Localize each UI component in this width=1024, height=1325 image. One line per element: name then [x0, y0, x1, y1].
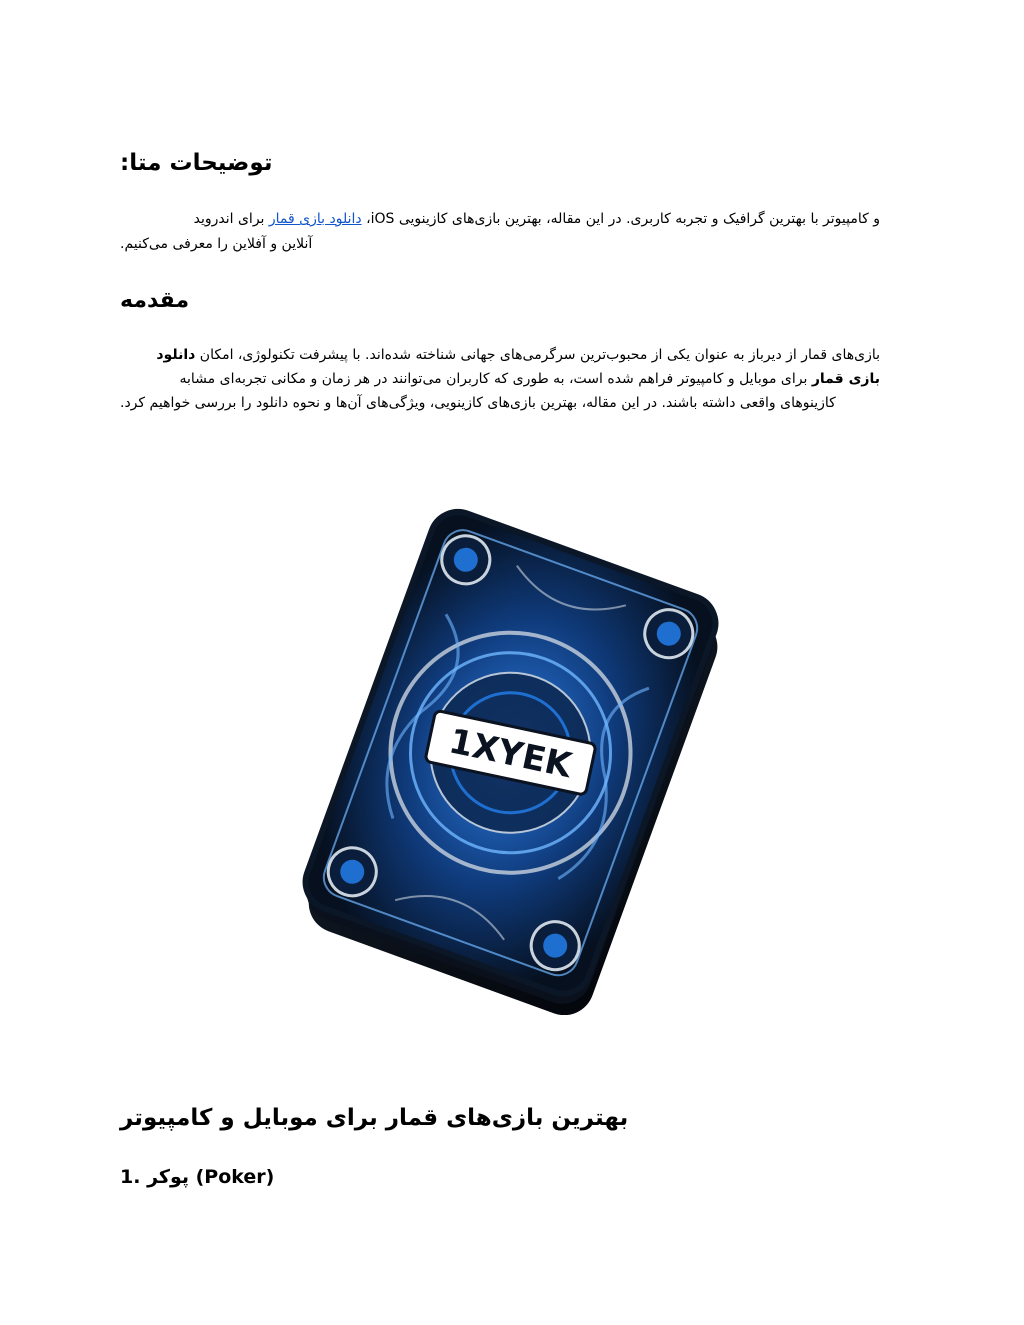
intro-paragraph [120, 343, 880, 415]
intro-line-1-bold: دانلود [156, 347, 196, 363]
meta-line-2: آنلاین و آفلاین را معرفی می‌کنیم. [120, 236, 313, 252]
intro-line-1-text: بازی‌های قمار از دیرباز به عنوان یکی از محبوب‌ترین سرگرمی‌های جهانی شناخته شده‌اند. با پیشرفت تکنولوژی، امکان [195, 347, 880, 363]
meta-description-heading: توضیحات متا: [120, 150, 273, 176]
intro-line-3: کازینوهای واقعی داشته باشند. در این مقاله، بهترین بازی‌های کازینویی، ویژگی‌های آن‌ها و نحوه دانلود را بررسی خواهیم کرد. [120, 395, 836, 411]
download-gambling-game-link[interactable]: دانلود بازی قمار [268, 211, 362, 227]
item-name-fa: پوکر [147, 1166, 189, 1188]
document-page [120, 0, 880, 1325]
intro-line-2-bold: بازی قمار [811, 371, 880, 387]
poker-item-heading [120, 1166, 274, 1188]
item-number: 1. [120, 1166, 141, 1188]
item-name-en: (Poker) [195, 1166, 275, 1188]
card-deck-illustration [250, 505, 770, 1015]
card-logo-text: 1XYEK [445, 721, 576, 787]
card-deck-image [250, 505, 770, 1015]
meta-line-1-start: و کامپیوتر با بهترین گرافیک و تجربه کاربری. در این مقاله، بهترین بازی‌های کازینویی iOS، [361, 211, 880, 227]
meta-line-1 [120, 207, 880, 232]
intro-heading: مقدمه [120, 288, 190, 313]
intro-line-2-text: برای موبایل و کامپیوتر فراهم شده است، به طوری که کاربران می‌توانند در هر زمان و مکانی تجربه‌ای مشابه [179, 371, 812, 387]
meta-description-paragraph [120, 207, 880, 257]
best-games-heading: بهترین بازی‌های قمار برای موبایل و کامپیوتر [120, 1105, 629, 1131]
meta-line-1-end: برای اندروید [193, 211, 269, 227]
intro-line-2 [120, 367, 880, 391]
intro-line-1 [120, 343, 880, 367]
